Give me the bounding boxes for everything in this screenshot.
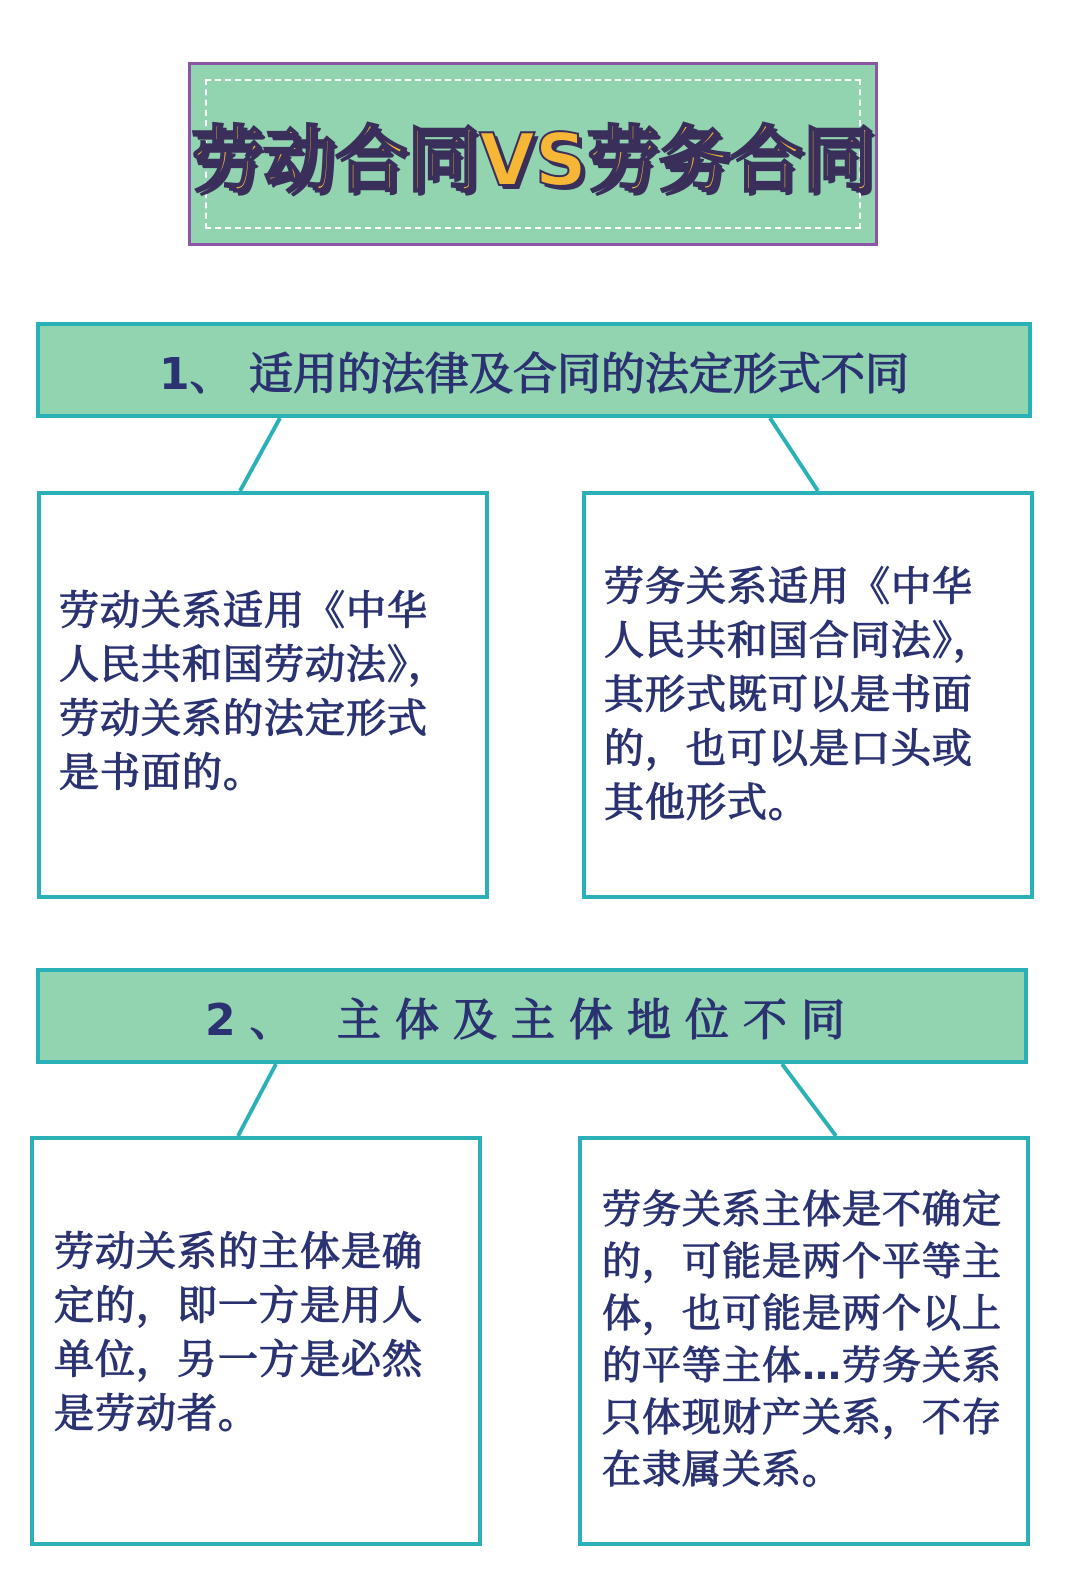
section-1-heading: 1、 适用的法律及合同的法定形式不同: [159, 349, 909, 400]
section-1-right-text: 劳务关系适用《中华人民共和国合同法》，其形式既可以是书面的，也可以是口头或其他形式。: [604, 564, 994, 826]
section-2-right-text: 劳务关系主体是不确定的，可能是两个平等主体，也可能是两个以上的平等主体…劳务关系只体现财产关系，不存在隶属关系。: [602, 1188, 1003, 1493]
section-2-right-box: [578, 1136, 1030, 1546]
section-1-left-text: 劳动关系适用《中华人民共和国劳动法》，劳动关系的法定形式是书面的。: [59, 588, 449, 796]
connector-1-left: [240, 418, 280, 491]
section-1-right-box: [582, 491, 1034, 899]
connector-1-right: [770, 418, 818, 491]
section-1-header: [36, 322, 1032, 418]
section-2-left-box: [30, 1136, 482, 1546]
section-1-left-box: [37, 491, 489, 899]
section-2-heading: 2、 主体及主体地位不同: [205, 995, 859, 1046]
connector-2-left: [238, 1064, 276, 1136]
connector-2-right: [782, 1064, 836, 1136]
section-2-header: [36, 968, 1028, 1064]
title-banner: [188, 62, 878, 246]
page-title: 劳动合同VS劳务合同: [191, 118, 875, 202]
section-2-left-text: 劳动关系的主体是确定的，即一方是用人单位，另一方是必然是劳动者。: [54, 1229, 423, 1437]
